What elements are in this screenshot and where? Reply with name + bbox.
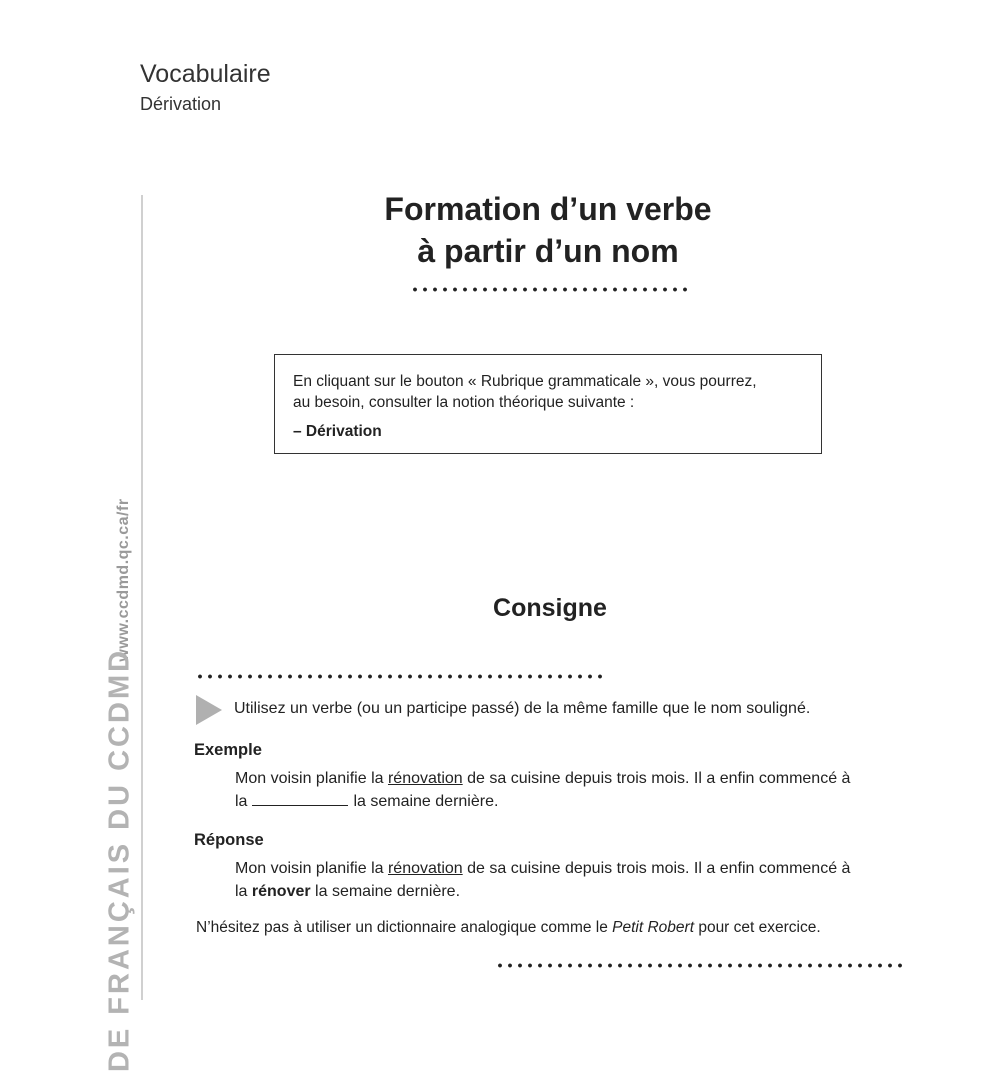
play-arrow-icon <box>196 695 222 725</box>
dictionary-title: Petit Robert <box>612 919 695 936</box>
consigne-dotted-rule <box>195 674 607 679</box>
answer-underlined-noun: rénovation <box>387 860 463 877</box>
answer-label: Réponse <box>194 831 264 849</box>
info-item-derivation: – Dérivation <box>293 423 382 440</box>
section-subtitle: Dérivation <box>140 94 222 114</box>
sidebar-url: www.ccdmd.qc.ca/fr <box>115 498 132 662</box>
answer-text: Mon voisin planifie la rénovation de sa cuisine depuis trois mois. Il a enfin commencé à la rénover la semaine dernière. <box>235 860 851 900</box>
info-line-2: au besoin, consulter la notion théorique suivante : <box>293 394 635 411</box>
consigne-heading: Consigne <box>493 594 607 622</box>
page-title-line1: Formation d’un verbe <box>384 191 712 227</box>
page-title-line2: à partir d’un nom <box>417 233 679 269</box>
title-dotted-rule <box>410 287 690 292</box>
example-label: Exemple <box>194 741 262 759</box>
example-blank-field <box>252 791 348 806</box>
dictionary-note: N’hésitez pas à utiliser un dictionnaire analogique comme le Petit Robert pour cet exercice. <box>196 919 821 936</box>
example-underlined-noun: rénovation <box>387 770 463 787</box>
example-text: Mon voisin planifie la rénovation de sa cuisine depuis trois mois. Il a enfin commencé à la la semaine dernière. <box>235 770 851 810</box>
sidebar-divider <box>141 195 143 1000</box>
bottom-dotted-rule <box>495 963 905 968</box>
page-title <box>300 188 796 272</box>
section-title: Vocabulaire <box>140 60 271 88</box>
sidebar-brand: DE FRANÇAIS DU CCDMD <box>103 647 136 1072</box>
info-line-1: En cliquant sur le bouton « Rubrique grammaticale », vous pourrez, <box>293 373 757 390</box>
answer-verb: rénover <box>251 883 311 900</box>
info-box <box>274 354 822 454</box>
instruction-text: Utilisez un verbe (ou un participe passé) de la même famille que le nom souligné. <box>234 700 811 717</box>
